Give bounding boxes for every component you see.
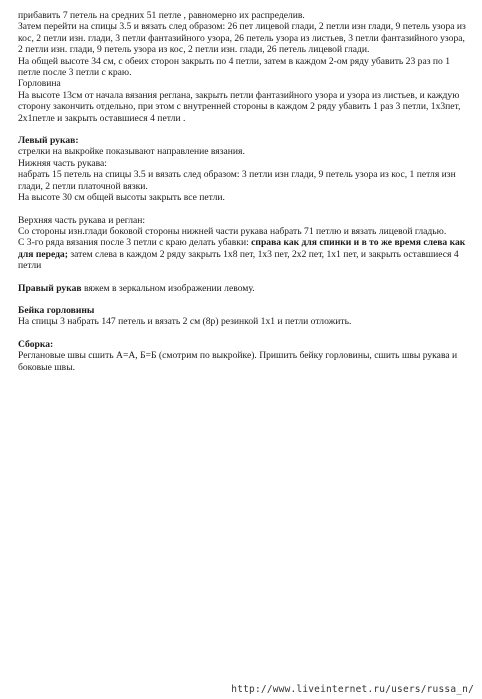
- assembly-heading: Сборка:: [18, 338, 54, 350]
- right-sleeve-text: вяжем в зеркальном изображении левому.: [81, 282, 255, 294]
- row3-text-a: С 3-го ряда вязания после 3 петли с краю делать убавки:: [18, 237, 252, 249]
- left-sleeve-arrows-note: стрелки на выкройке показывают направление вязания.: [18, 146, 245, 158]
- assembly-text: Реглановые швы сшить А=А, Б=Б (смотрим по выкройке). Пришить бейку горловины, сшить швы рукава и боковые швы.: [18, 350, 458, 373]
- lower-part-text: набрать 15 петель на спицы 3.5 и вязать след образом: 3 петли изн глади, 9 петель узора из кос, 1 петля изн глади, 2 петли платочной вязки.: [18, 169, 456, 192]
- upper-part-heading: Верхняя часть рукава и реглан:: [18, 214, 146, 226]
- source-watermark: http://www.liveinternet.ru/users/russa_n/: [231, 684, 474, 695]
- right-sleeve-heading: Правый рукав: [18, 282, 82, 294]
- spacer: [18, 124, 470, 135]
- row3-text-c: затем слева в каждом 2 ряду закрыть 1х8 пет, 1х3 пет, 2х2 пет, 1х1 пет, и закрыть оставшиеся 4 петли: [18, 248, 459, 272]
- row3-instructions: [18, 237, 470, 271]
- left-sleeve-heading: Левый рукав: [18, 135, 76, 147]
- spacer: [18, 204, 470, 215]
- intro-line-2: Затем перейти на спицы 3.5 и вязать след образом: 26 пет лицевой глади, 2 петли изн глади, 9 петель узора из кос, 2 петли изн. глади, 3 петли фантазийного узора, 26 петель узора из листьев, 3 петли фантазийного узора, 2 петли изн. глади, 9 петель узора из кос, 2 петли изн. глади, 26 петель лицевой глади.: [18, 21, 466, 56]
- spacer: [18, 294, 470, 305]
- neck-text: На высоте 13см от начала вязания реглана, закрыть петли фантазийного узора и узора из листьев, и каждую сторону закончить отдельно, при этом с внутренней стороны в каждом 2 ряду убавить 1 раз 3 петли, 1х3пет, 2х1петле и закрыть оставшиеся 4 петли .: [18, 89, 461, 124]
- intro-line-3: На общей высоте 34 см, с обеих сторон закрыть по 4 петли, затем в каждом 2-ом ряду убавить 23 раз по 1 петле после 3 петли с краю.: [18, 55, 451, 79]
- spacer: [18, 328, 470, 339]
- left-sleeve-heading-line: [18, 135, 470, 146]
- document-page: [18, 10, 470, 373]
- upper-part-text: Со стороны изн.глади боковой стороны нижней части рукава набрать 71 петлю и вязать лицевой гладью.: [18, 225, 447, 237]
- neckband-heading: Бейка горловины: [18, 304, 95, 316]
- lower-part-heading: Нижняя часть рукава:: [18, 157, 107, 169]
- left-sleeve-heading-colon: :: [75, 135, 79, 147]
- neckband-text: На спицы 3 набрать 147 петель и вязать 2 см (8р) резинкой 1х1 и петли отложить.: [18, 316, 352, 328]
- lower-part-height: На высоте 30 см общей высоты закрыть все петли.: [18, 192, 225, 204]
- row3-text-bold: справа как для спинки и в то же время слева как для переда;: [18, 237, 466, 260]
- neck-heading: Горловина: [18, 78, 61, 90]
- intro-line-1: прибавить 7 петель на средних 51 петле , равномерно их распределив.: [18, 10, 305, 21]
- spacer: [18, 272, 470, 283]
- right-sleeve-line: [18, 283, 470, 294]
